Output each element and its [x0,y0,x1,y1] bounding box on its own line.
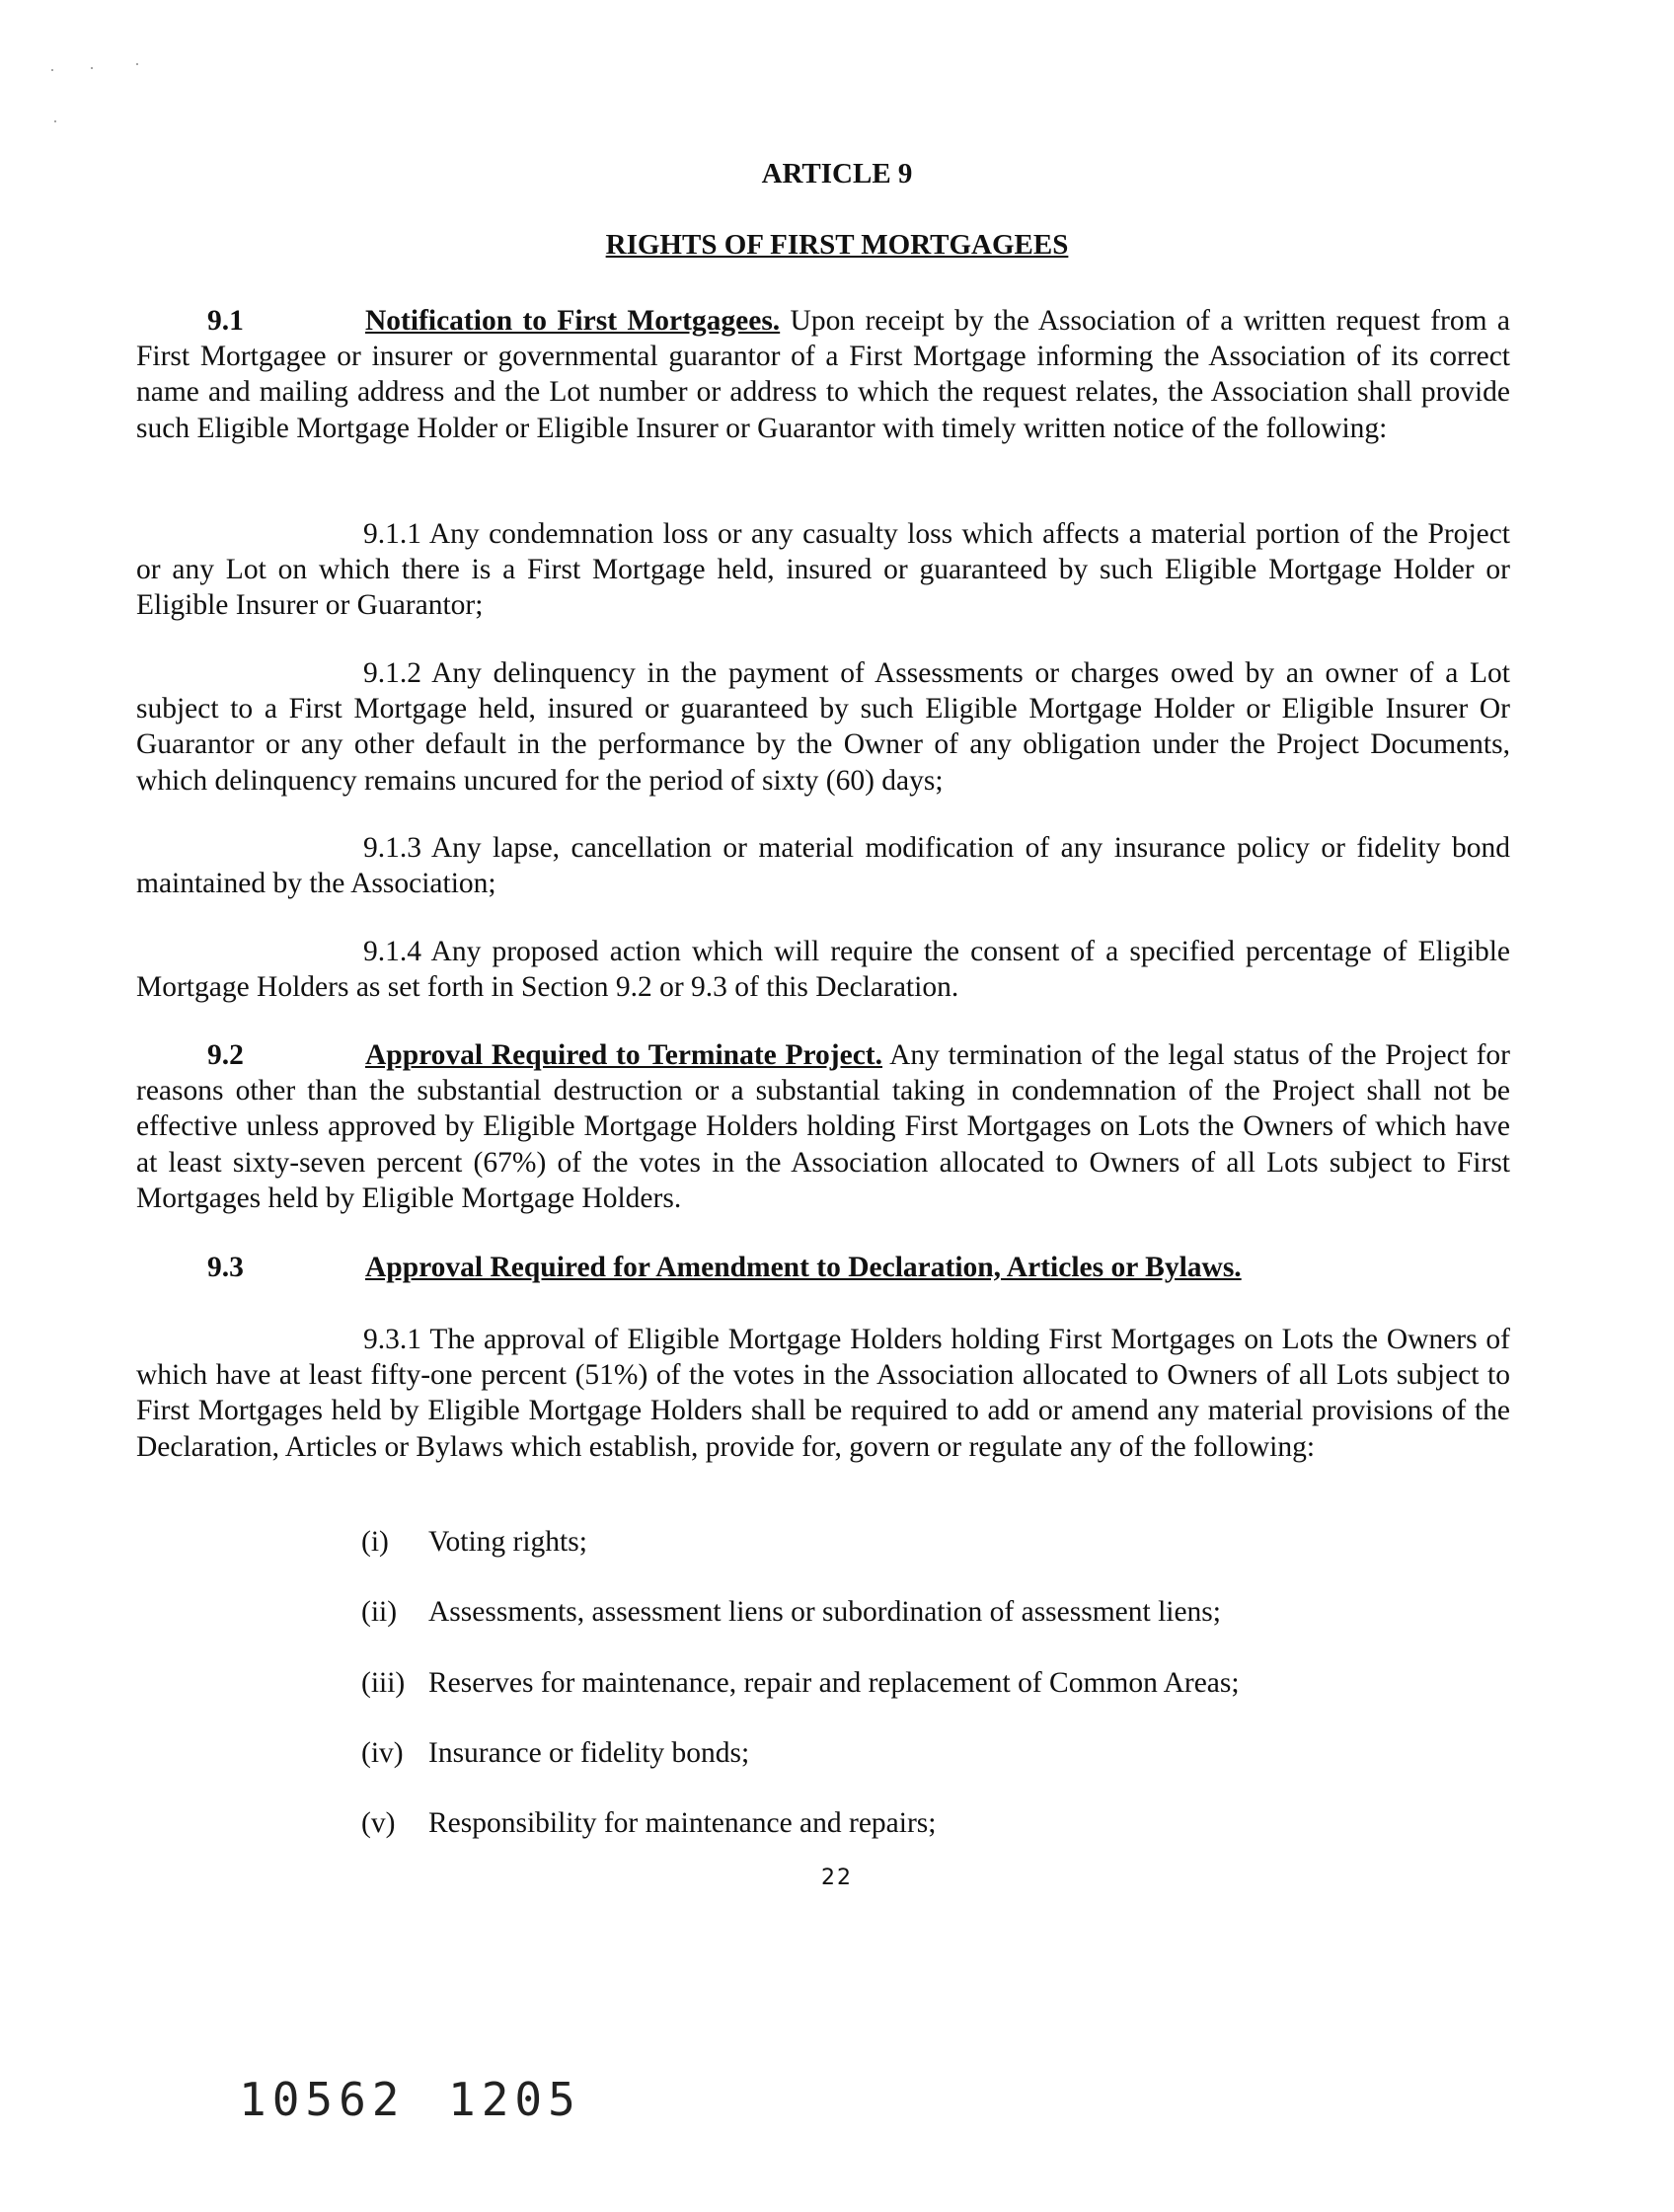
subsection-number: 9.1.4 [363,936,421,967]
article-heading: RIGHTS OF FIRST MORTGAGEES [605,229,1069,261]
section-9-3 [136,1250,1510,1285]
subsection-9-1-4 [136,934,1510,1005]
scan-speck [136,63,138,65]
section-title: Notification to First Mortgagees. [365,305,781,337]
subsection-text: Any condemnation loss or any casualty loss which affects a material portion of the Project or any Lot on which there is a First Mortgage held, insured or guaranteed by such Eligible Mortgage Holder or Eligible Insurer or Guarantor; [136,518,1510,622]
subsection-number: 9.3.1 [363,1324,421,1355]
recording-stamp-book: 10562 [239,2073,406,2126]
list-item [361,1807,936,1840]
scan-speck [51,69,53,71]
list-item-number: (iii) [361,1667,406,1699]
recording-stamp-page: 1205 [448,2073,581,2126]
subsection-number: 9.1.1 [363,518,421,550]
section-title: Approval Required to Terminate Project. [365,1039,883,1071]
section-body: Any termination of the legal status of the Project for reasons other than the substantial destruction or a substantial taking in condemnation of the Project shall not be effective unless approved by Eligible Mortgage Holders holding First Mortgages on Lots the Owners of which have at least sixty-seven percent (67%) of the votes in the Association allocated to Owners of all Lots subject to First Mortgages held by Eligible Mortgage Holders. [136,1039,1511,1214]
subsection-text: Any lapse, cancellation or material modification of any insurance policy or fidelity bond maintained by the Association; [136,832,1510,900]
article-title: ARTICLE 9 [761,158,913,190]
list-item-number: (i) [361,1526,389,1558]
section-number: 9.1 [207,305,244,337]
list-item-text: Assessments, assessment liens or subordination of assessment liens; [428,1596,1221,1628]
section-9-2 [136,1037,1510,1216]
section-title: Approval Required for Amendment to Declaration, Articles or Bylaws. [365,1252,1242,1283]
section-number: 9.2 [207,1039,244,1071]
list-item-number: (ii) [361,1596,398,1628]
subsection-text: The approval of Eligible Mortgage Holders holding First Mortgages on Lots the Owners of which have at least fifty-one percent (51%) of the votes in the Association allocated to Owners of all Lots subject to First Mortgages held by Eligible Mortgage Holders shall be required to add or amend any material provisions of the Declaration, Articles or Bylaws which establish, provide for, govern or regulate any of the following: [136,1324,1511,1463]
subsection-text: Any delinquency in the payment of Assessments or charges owed by an owner of a Lot subject to a First Mortgage held, insured or guaranteed by such Eligible Mortgage Holder or Eligible Insurer Or Guarantor or any other default in the performance by the Owner of any obligation under the Project Documents, which delinquency remains uncured for the period of sixty (60) days; [136,657,1510,797]
list-item [361,1526,587,1559]
list-item [361,1596,1221,1629]
subsection-9-3-1 [136,1322,1510,1465]
scan-speck [91,67,93,69]
section-body: Upon receipt by the Association of a written request from a First Mortgagee or insurer or governmental guarantor of a First Mortgage informing the Association of its correct name and mailing address and the Lot number or address to which the request relates, the Association shall provide such Eligible Mortgage Holder or Eligible Insurer or Guarantor with timely written notice of the following: [136,305,1510,444]
list-item [361,1737,749,1770]
subsection-9-1-3 [136,830,1510,901]
subsection-number: 9.1.2 [363,657,421,689]
list-item-text: Reserves for maintenance, repair and replacement of Common Areas; [428,1667,1240,1699]
list-item-text: Responsibility for maintenance and repairs; [428,1807,937,1839]
list-item [361,1667,1240,1700]
subsection-text: Any proposed action which will require the consent of a specified percentage of Eligible Mortgage Holders as set forth in Section 9.2 or 9.3 of this Declaration. [136,936,1510,1004]
list-item-text: Voting rights; [428,1526,587,1558]
section-9-1 [136,303,1510,446]
list-item-number: (v) [361,1807,396,1839]
page-number: 22 [821,1866,853,1890]
subsection-9-1-2 [136,655,1510,799]
section-number: 9.3 [207,1252,244,1283]
list-item-number: (iv) [361,1737,404,1769]
subsection-9-1-1 [136,516,1510,624]
subsection-number: 9.1.3 [363,832,421,864]
scan-speck [54,120,56,122]
list-item-text: Insurance or fidelity bonds; [428,1737,750,1769]
